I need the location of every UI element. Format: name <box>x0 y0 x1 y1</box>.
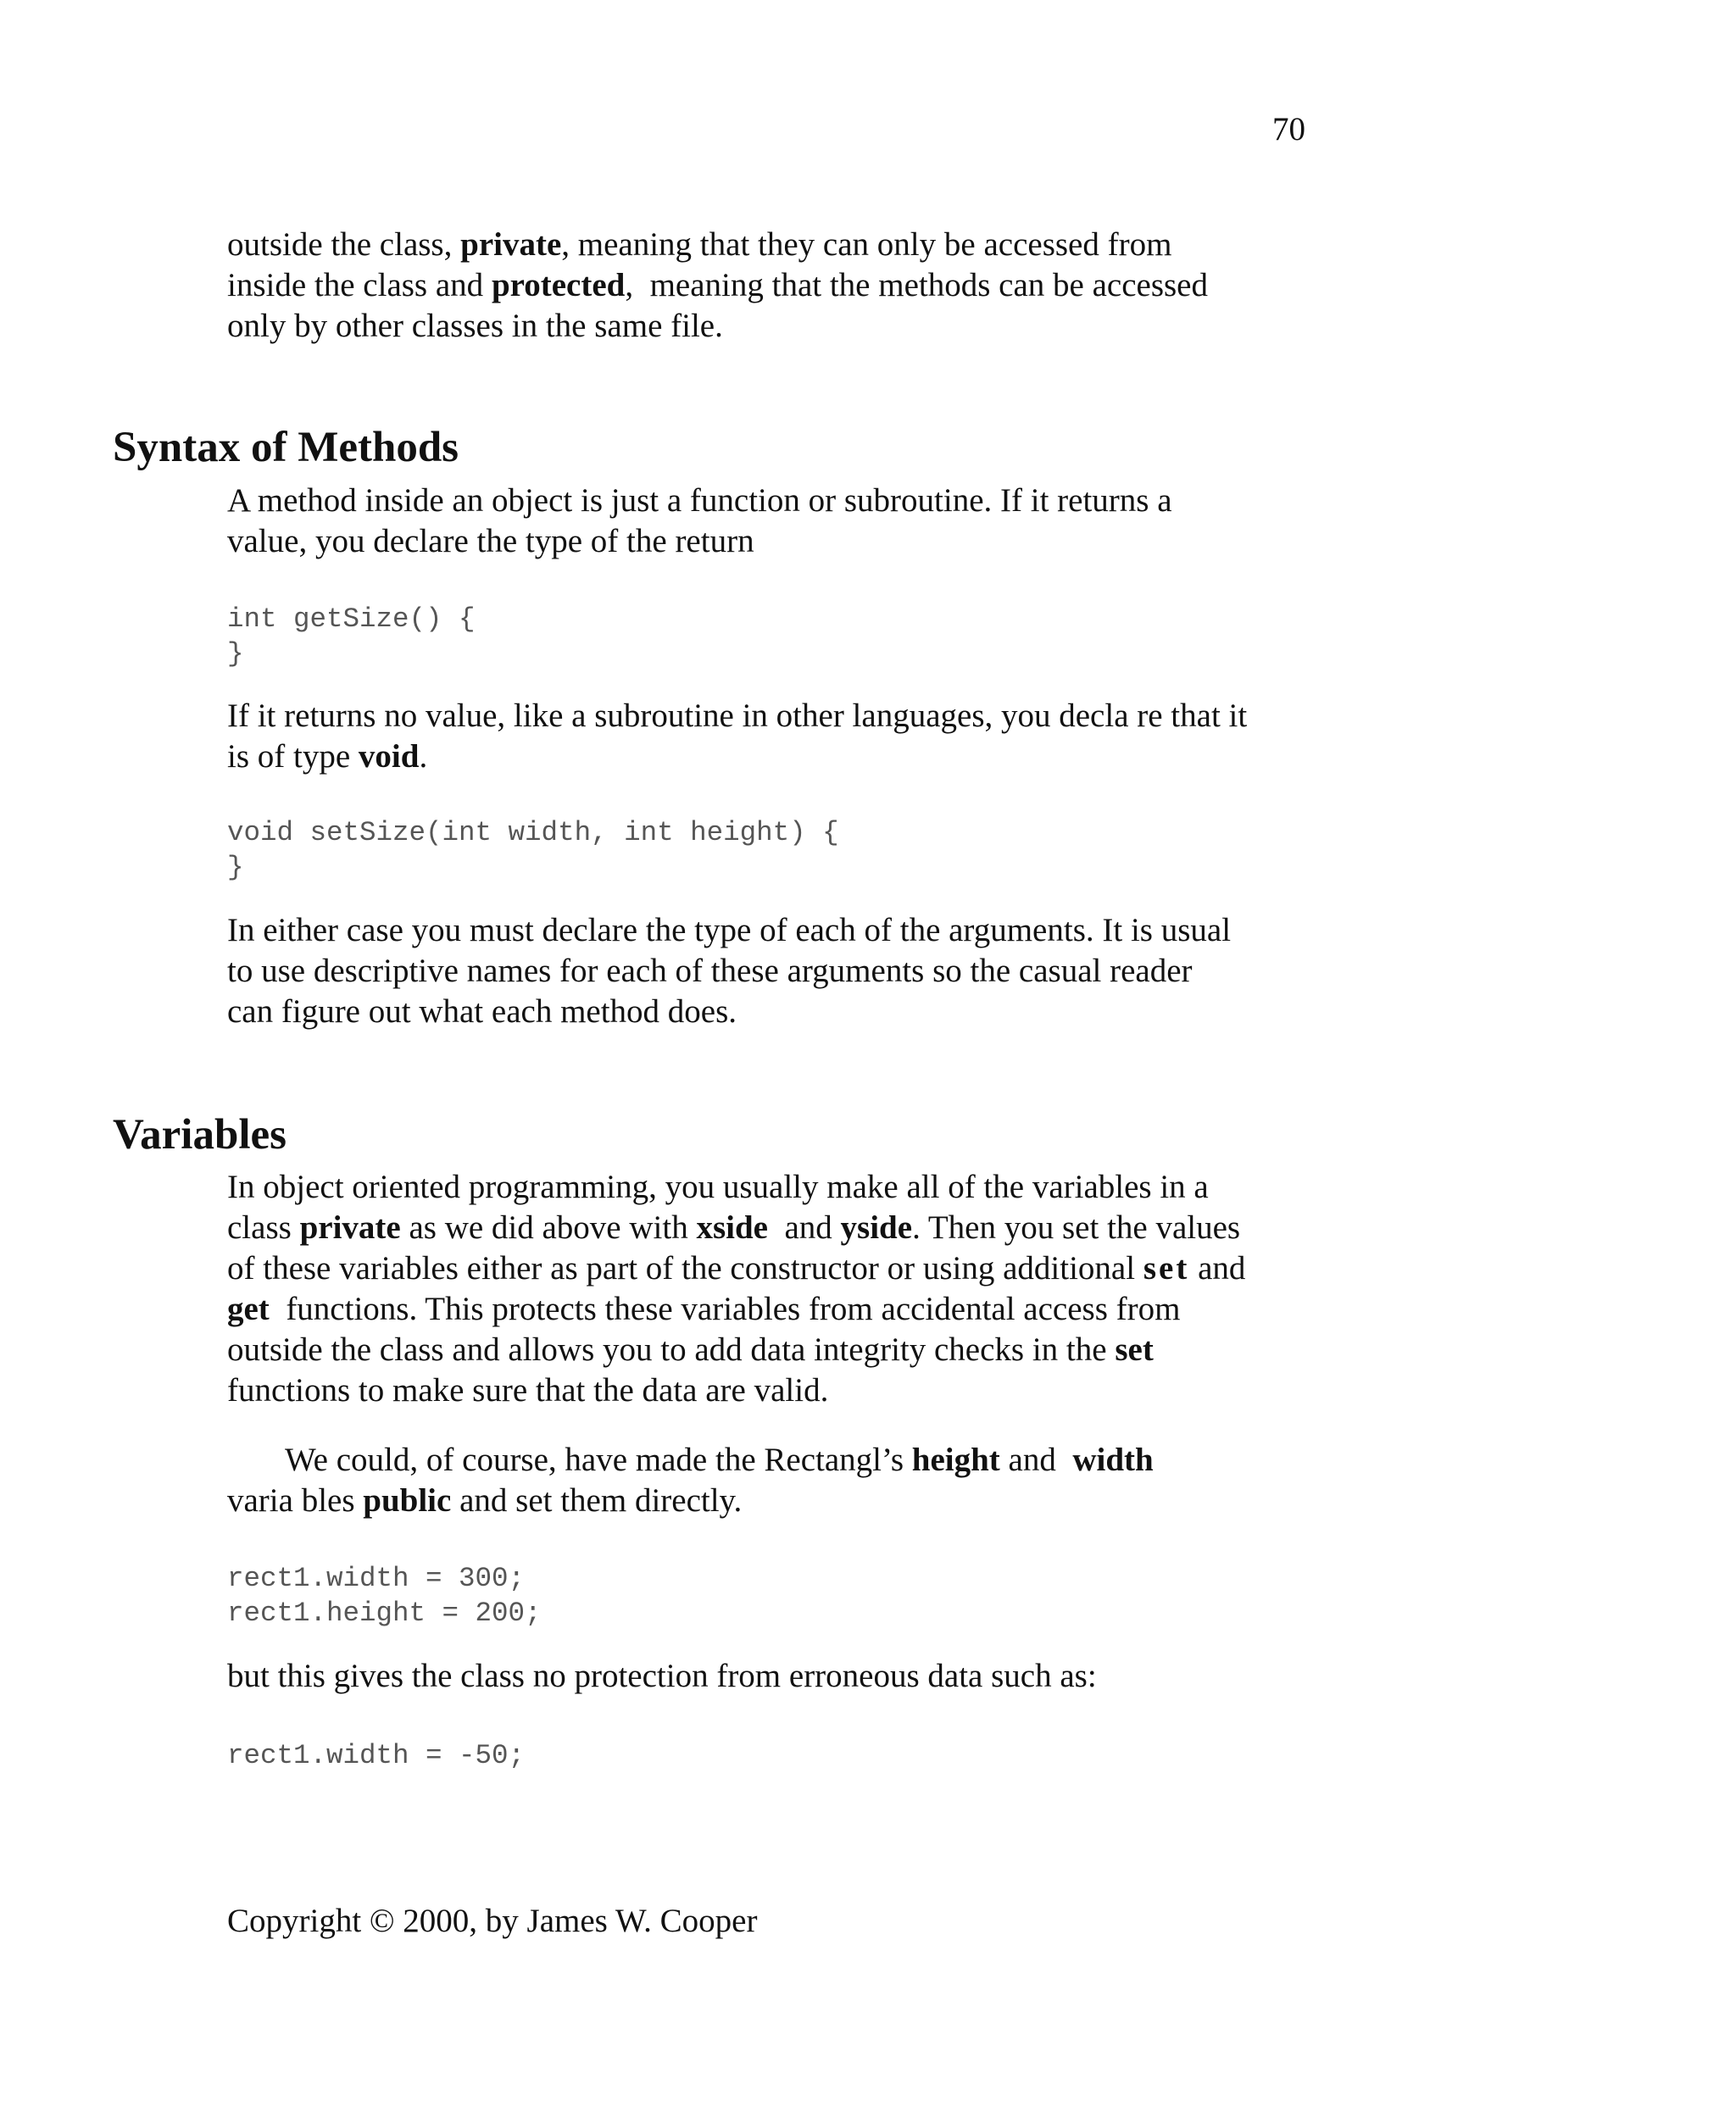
keyword-private: private <box>299 1209 401 1246</box>
text-run: and <box>999 1442 1073 1478</box>
intro-line-1 <box>227 225 1329 265</box>
keyword-get: get <box>227 1291 270 1327</box>
text-run: . <box>419 738 428 775</box>
text-run: . Then you set the values <box>912 1209 1241 1246</box>
keyword-set: set <box>1143 1250 1190 1287</box>
keyword-private: private <box>460 226 562 263</box>
text-run: of these variables either as part of the constructor or using additional <box>227 1250 1143 1287</box>
text-line: can figure out what each method does. <box>227 993 737 1030</box>
text-line <box>227 1440 1329 1481</box>
code-line: int getSize() { <box>227 603 476 635</box>
section-heading-variables: Variables <box>113 1111 287 1159</box>
text-line: In either case you must declare the type of each of the arguments. It is usual <box>227 912 1232 948</box>
code-block-negative-width: rect1.width = -50; <box>227 1740 526 1771</box>
code-line: rect1.height = 200; <box>227 1598 542 1629</box>
text-run: as we did above with <box>400 1209 697 1246</box>
text-line <box>227 1248 1329 1289</box>
keyword-set: set <box>1115 1331 1154 1368</box>
section1-paragraph-2 <box>227 696 1329 777</box>
section1-paragraph-1 <box>227 481 1329 562</box>
text-run: , meaning that the methods can be accessed <box>625 267 1208 303</box>
text-run: outside the class and allows you to add data integrity checks in the <box>227 1331 1116 1368</box>
code-block-setsize <box>227 815 839 885</box>
text-line: If it returns no value, like a subroutine in other languages, you decla re that it <box>227 698 1248 734</box>
text-run: functions. This protects these variables from accidental access from <box>269 1291 1181 1327</box>
page-number: 70 <box>1272 111 1305 147</box>
text-line: value, you declare the type of the return <box>227 523 754 559</box>
keyword-width: width <box>1072 1442 1154 1478</box>
section2-paragraph-1 <box>227 1167 1329 1411</box>
code-block-rect-assign <box>227 1561 542 1631</box>
text-run: class <box>227 1209 300 1246</box>
keyword-height: height <box>911 1442 1000 1478</box>
text-line: to use descriptive names for each of these arguments so the casual reader <box>227 953 1193 989</box>
keyword-protected: protected <box>491 267 626 303</box>
text-run: We could, of course, have made the Rectangl’s <box>285 1442 912 1478</box>
intro-line-2 <box>227 265 1329 306</box>
section1-paragraph-3 <box>227 910 1329 1032</box>
code-line: rect1.width = 300; <box>227 1563 526 1594</box>
text-line <box>227 1330 1329 1370</box>
text-run: is of type <box>227 738 359 775</box>
code-block-getsize <box>227 602 476 671</box>
text-line <box>227 736 1329 777</box>
text-run: and set them directly. <box>451 1482 743 1519</box>
text-run: , meaning that they can only be accessed from <box>561 226 1172 263</box>
code-line: } <box>227 852 244 883</box>
section2-paragraph-2 <box>227 1440 1329 1521</box>
intro-paragraph <box>227 225 1329 347</box>
keyword-yside: yside <box>840 1209 913 1246</box>
text-run: outside the class, <box>227 226 461 263</box>
section-heading-syntax-of-methods: Syntax of Methods <box>113 424 459 471</box>
text-run: inside the class and <box>227 267 492 303</box>
section2-paragraph-3: but this gives the class no protection from erroneous data such as: <box>227 1658 1097 1694</box>
text-line <box>227 1289 1329 1330</box>
text-run: varia bles <box>227 1482 364 1519</box>
code-line: } <box>227 638 244 670</box>
text-line: A method inside an object is just a function or subroutine. If it returns a <box>227 482 1172 519</box>
keyword-void: void <box>358 738 420 775</box>
keyword-xside: xside <box>696 1209 768 1246</box>
text-line: functions to make sure that the data are valid. <box>227 1372 829 1409</box>
text-line <box>227 1481 1329 1521</box>
text-line <box>227 1208 1329 1248</box>
code-line: void setSize(int width, int height) { <box>227 817 839 848</box>
copyright-footer: Copyright © 2000, by James W. Cooper <box>227 1903 758 1939</box>
text-run: and <box>1189 1250 1246 1287</box>
text-run: only by other classes in the same file. <box>227 308 723 344</box>
text-run: and <box>767 1209 841 1246</box>
keyword-public: public <box>363 1482 452 1519</box>
intro-line-3 <box>227 306 1329 347</box>
text-line: In object oriented programming, you usually make all of the variables in a <box>227 1169 1209 1205</box>
